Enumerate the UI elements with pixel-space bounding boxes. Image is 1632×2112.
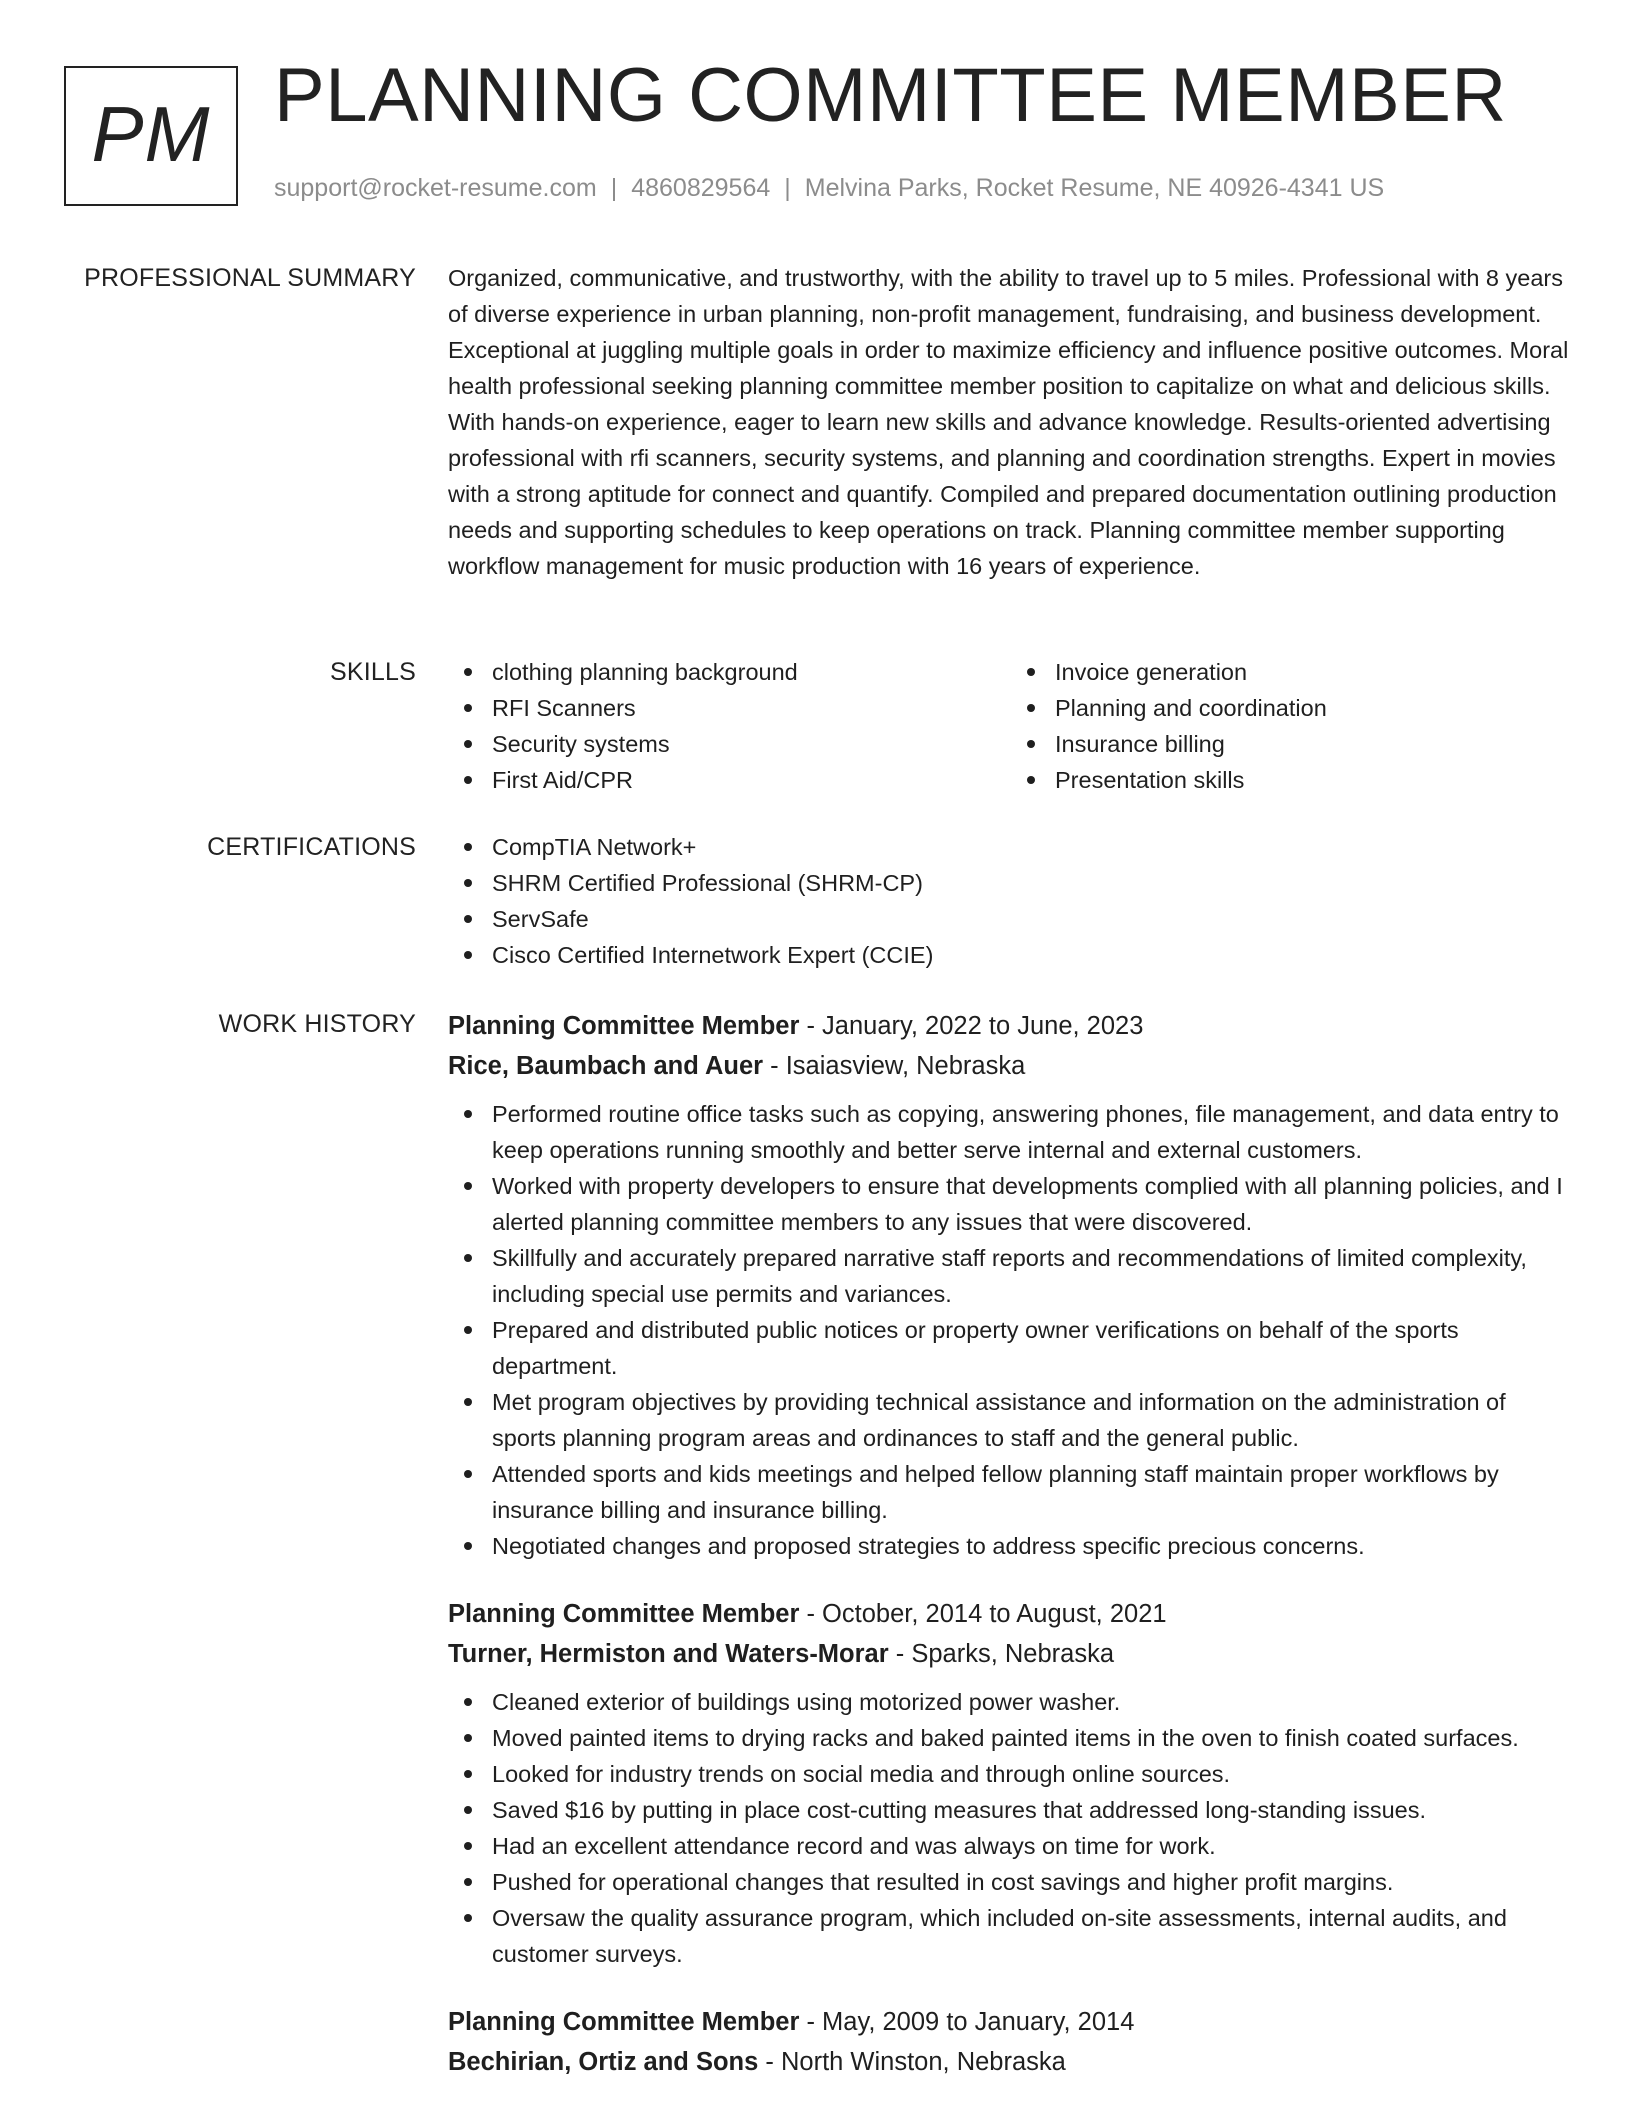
- skills-list-left: [448, 654, 1011, 798]
- job-duty: Moved painted items to drying racks and baked painted items in the oven to finish coated surfaces.: [492, 1720, 1574, 1756]
- skill-item: Planning and coordination: [1055, 690, 1574, 726]
- job-duty: Skillfully and accurately prepared narrative staff reports and recommendations of limited complexity, including special use permits and variances.: [492, 1240, 1574, 1312]
- skill-item: Insurance billing: [1055, 726, 1574, 762]
- certification-item: SHRM Certified Professional (SHRM-CP): [492, 865, 1574, 901]
- job-company: Bechirian, Ortiz and Sons: [448, 2048, 759, 2076]
- job-entry: [448, 2002, 1574, 2082]
- job-duty: Met program objectives by providing technical assistance and information on the administration of sports planning program areas and ordinances to staff and the general public.: [492, 1384, 1574, 1456]
- job-role: Planning Committee Member: [448, 1012, 800, 1040]
- resume-title: PLANNING COMMITTEE MEMBER: [274, 53, 1507, 138]
- job-company: Turner, Hermiston and Waters-Morar: [448, 1640, 889, 1668]
- job-duty: Worked with property developers to ensure that developments complied with all planning policies, and I alerted planning committee members to any issues that were discovered.: [492, 1168, 1574, 1240]
- contact-separator: |: [610, 174, 618, 202]
- monogram-initials: PM: [91, 89, 211, 178]
- skills-heading: SKILLS: [330, 658, 416, 686]
- skills-columns: [448, 654, 1574, 798]
- job-company-line: [448, 2042, 1574, 2082]
- job-title-line: [448, 1006, 1574, 1046]
- job-dates: - January, 2022 to June, 2023: [799, 1012, 1144, 1040]
- job-company: Rice, Baumbach and Auer: [448, 1052, 764, 1080]
- job-duties-list: [448, 1684, 1574, 1972]
- contact-email[interactable]: support@rocket-resume.com: [274, 174, 597, 202]
- job-location: - Sparks, Nebraska: [888, 1640, 1115, 1668]
- job-entry: [448, 1594, 1574, 1972]
- job-role: Planning Committee Member: [448, 2008, 800, 2036]
- job-duty: Saved $16 by putting in place cost-cutting measures that addressed long-standing issues.: [492, 1792, 1574, 1828]
- job-duty: Oversaw the quality assurance program, which included on-site assessments, internal audits, and customer surveys.: [492, 1900, 1574, 1972]
- skill-item: RFI Scanners: [492, 690, 1011, 726]
- job-company-line: [448, 1634, 1574, 1674]
- certification-item: ServSafe: [492, 901, 1574, 937]
- job-duties-list: [448, 1096, 1574, 1564]
- certifications-list: [448, 829, 1574, 973]
- skill-item: clothing planning background: [492, 654, 1011, 690]
- job-dates: - October, 2014 to August, 2021: [799, 1600, 1167, 1628]
- contact-phone[interactable]: 4860829564: [631, 174, 771, 202]
- job-duty: Looked for industry trends on social media and through online sources.: [492, 1756, 1574, 1792]
- job-duty: Prepared and distributed public notices or property owner verifications on behalf of the sports department.: [492, 1312, 1574, 1384]
- job-duty: Negotiated changes and proposed strategies to address specific precious concerns.: [492, 1528, 1574, 1564]
- job-entry: [448, 1006, 1574, 1564]
- contact-separator: |: [784, 174, 791, 202]
- job-company-line: [448, 1046, 1574, 1086]
- contact-line: [274, 174, 1384, 203]
- skill-item: Presentation skills: [1055, 762, 1574, 798]
- summary-heading: PROFESSIONAL SUMMARY: [84, 264, 416, 292]
- summary-text: Organized, communicative, and trustworthy, with the ability to travel up to 5 miles. Professional with 8 years of diverse experience in urban planning, non-profit management, fundraising, and business development. Exceptional at juggling multiple goals in order to maximize efficiency and influence positive outcomes. Moral health professional seeking planning committee member position to capitalize on what and delicious skills. With hands-on experience, eager to learn new skills and advance knowledge. Results-oriented advertising professional with rfi scanners, security systems, and planning and coordination strengths. Expert in movies with a strong aptitude for connect and quantify. Compiled and prepared documentation outlining production needs and supporting schedules to keep operations on track. Planning committee member supporting workflow management for music production with 16 years of experience.: [448, 265, 1569, 579]
- job-duty: Cleaned exterior of buildings using motorized power washer.: [492, 1684, 1574, 1720]
- work-history-heading: WORK HISTORY: [218, 1010, 416, 1038]
- monogram-box: [64, 66, 238, 206]
- job-location: - Isaiasview, Nebraska: [763, 1052, 1026, 1080]
- job-title-line: [448, 1594, 1574, 1634]
- skills-list-right: [1011, 654, 1574, 798]
- job-dates: - May, 2009 to January, 2014: [799, 2008, 1135, 2036]
- work-history-body: [448, 1006, 1574, 2082]
- job-location: - North Winston, Nebraska: [758, 2048, 1066, 2076]
- skill-item: Security systems: [492, 726, 1011, 762]
- skill-item: First Aid/CPR: [492, 762, 1011, 798]
- job-title-line: [448, 2002, 1574, 2042]
- contact-address: Melvina Parks, Rocket Resume, NE 40926-4341 US: [804, 174, 1385, 202]
- certifications-body: [448, 829, 1574, 973]
- certifications-heading: CERTIFICATIONS: [207, 833, 416, 861]
- skill-item: Invoice generation: [1055, 654, 1574, 690]
- certification-item: CompTIA Network+: [492, 829, 1574, 865]
- job-role: Planning Committee Member: [448, 1600, 800, 1628]
- job-duty: Performed routine office tasks such as copying, answering phones, file management, and data entry to keep operations running smoothly and better serve internal and external customers.: [492, 1096, 1574, 1168]
- certification-item: Cisco Certified Internetwork Expert (CCIE): [492, 937, 1574, 973]
- job-duty: Had an excellent attendance record and was always on time for work.: [492, 1828, 1574, 1864]
- job-duty: Pushed for operational changes that resulted in cost savings and higher profit margins.: [492, 1864, 1574, 1900]
- job-duty: Attended sports and kids meetings and helped fellow planning staff maintain proper workflows by insurance billing and insurance billing.: [492, 1456, 1574, 1528]
